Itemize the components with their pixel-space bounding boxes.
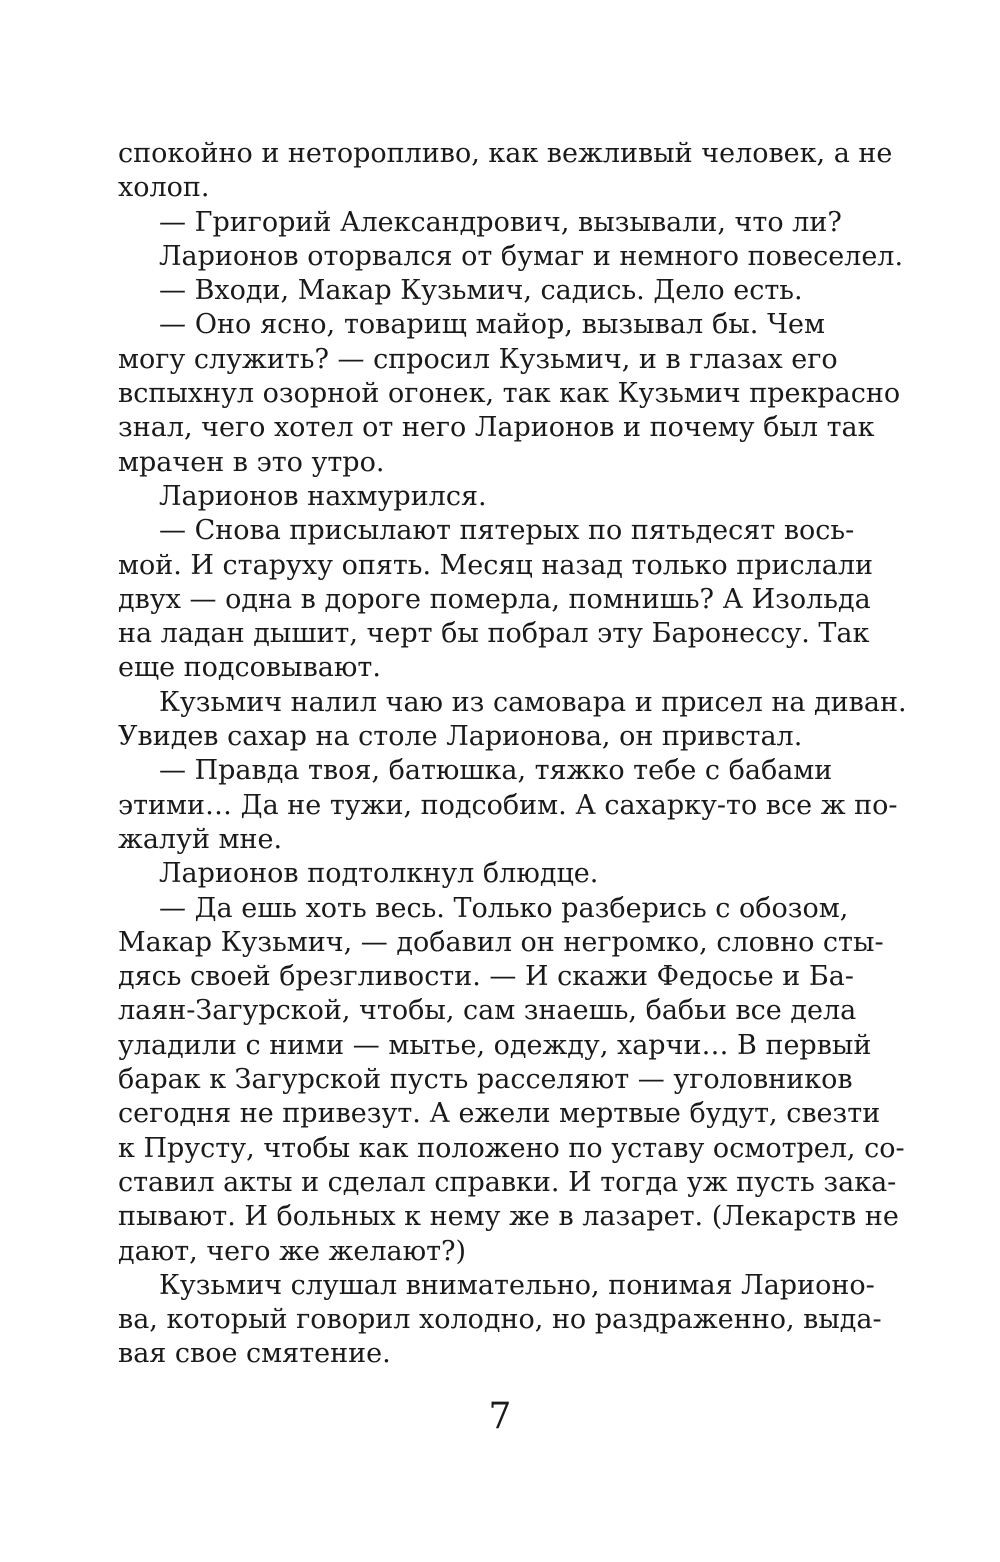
text-line: ставил акты и сделал справки. И тогда уж пусть зака- xyxy=(118,1166,897,1198)
text-line: Увидев сахар на столе Ларионова, он привстал. xyxy=(118,721,803,753)
text-line: — Снова присылают пятерых по пятьдесят вось- xyxy=(159,515,855,547)
text-line: дают, чего же желают?) xyxy=(118,1235,467,1267)
text-line: мрачен в это утро. xyxy=(118,446,385,478)
text-line: двух — одна в дороге померла, помнишь? А Изольда xyxy=(118,583,871,615)
text-line: мой. И старуху опять. Месяц назад только прислали xyxy=(118,549,874,581)
page-number: 7 xyxy=(488,1396,512,1437)
text-line: к Прусту, чтобы как положено по уставу осмотрел, со- xyxy=(118,1132,905,1164)
text-line: Ларионов нахмурился. xyxy=(159,480,487,512)
text-line: Ларионов подтолкнул блюдце. xyxy=(159,858,599,890)
text-line: Кузьмич налил чаю из самовара и присел на диван. xyxy=(159,686,907,718)
text-line: дясь своей брезгливости. — И скажи Федосье и Ба- xyxy=(118,961,854,993)
text-line: вая свое смятение. xyxy=(118,1338,391,1370)
text-line: холоп. xyxy=(118,172,210,204)
text-line: жалуй мне. xyxy=(118,823,283,855)
text-line: барак к Загурской пусть расселяют — уголовников xyxy=(118,1064,853,1096)
text-line: — Оно ясно, товарищ майор, вызывал бы. Чем xyxy=(159,309,825,341)
text-line: уладили с ними — мытье, одежду, харчи… В первый xyxy=(118,1029,872,1061)
text-line: могу служить? — спросил Кузьмич, и в глазах его xyxy=(118,343,838,375)
body-text xyxy=(118,137,907,1372)
text-line: — Григорий Александрович, вызывали, что ли? xyxy=(159,206,842,238)
text-line: пывают. И больных к нему же в лазарет. (Лекарств не xyxy=(118,1201,899,1233)
text-line: вспыхнул озорной огонек, так как Кузьмич прекрасно xyxy=(118,378,901,410)
text-line: — Входи, Макар Кузьмич, садись. Дело есть. xyxy=(159,275,803,307)
text-line: — Да ешь хоть весь. Только разберись с обозом, xyxy=(159,892,849,924)
text-line: спокойно и неторопливо, как вежливый человек, а не xyxy=(118,138,893,169)
text-line: — Правда твоя, батюшка, тяжко тебе с бабами xyxy=(159,755,833,787)
text-line: лаян-Загурской, чтобы, сам знаешь, бабьи все дела xyxy=(118,995,857,1027)
text-line: Ларионов оторвался от бумаг и немного повеселел. xyxy=(159,240,904,272)
text-line: на ладан дышит, черт бы побрал эту Баронессу. Так xyxy=(118,618,870,650)
text-line: сегодня не привезут. А ежели мертвые будут, свезти xyxy=(118,1098,881,1130)
text-line: знал, чего хотел от него Ларионов и почему был так xyxy=(118,412,875,444)
text-line: Кузьмич слушал внимательно, понимая Ларионо- xyxy=(159,1269,875,1301)
text-line: еще подсовывают. xyxy=(118,652,381,684)
text-line: ва, который говорил холодно, но раздраженно, выда- xyxy=(118,1304,882,1336)
text-line: этими… Да не тужи, подсобим. А сахарку-то все ж по- xyxy=(118,789,898,821)
text-line: Макар Кузьмич, — добавил он негромко, словно сты- xyxy=(118,926,884,958)
